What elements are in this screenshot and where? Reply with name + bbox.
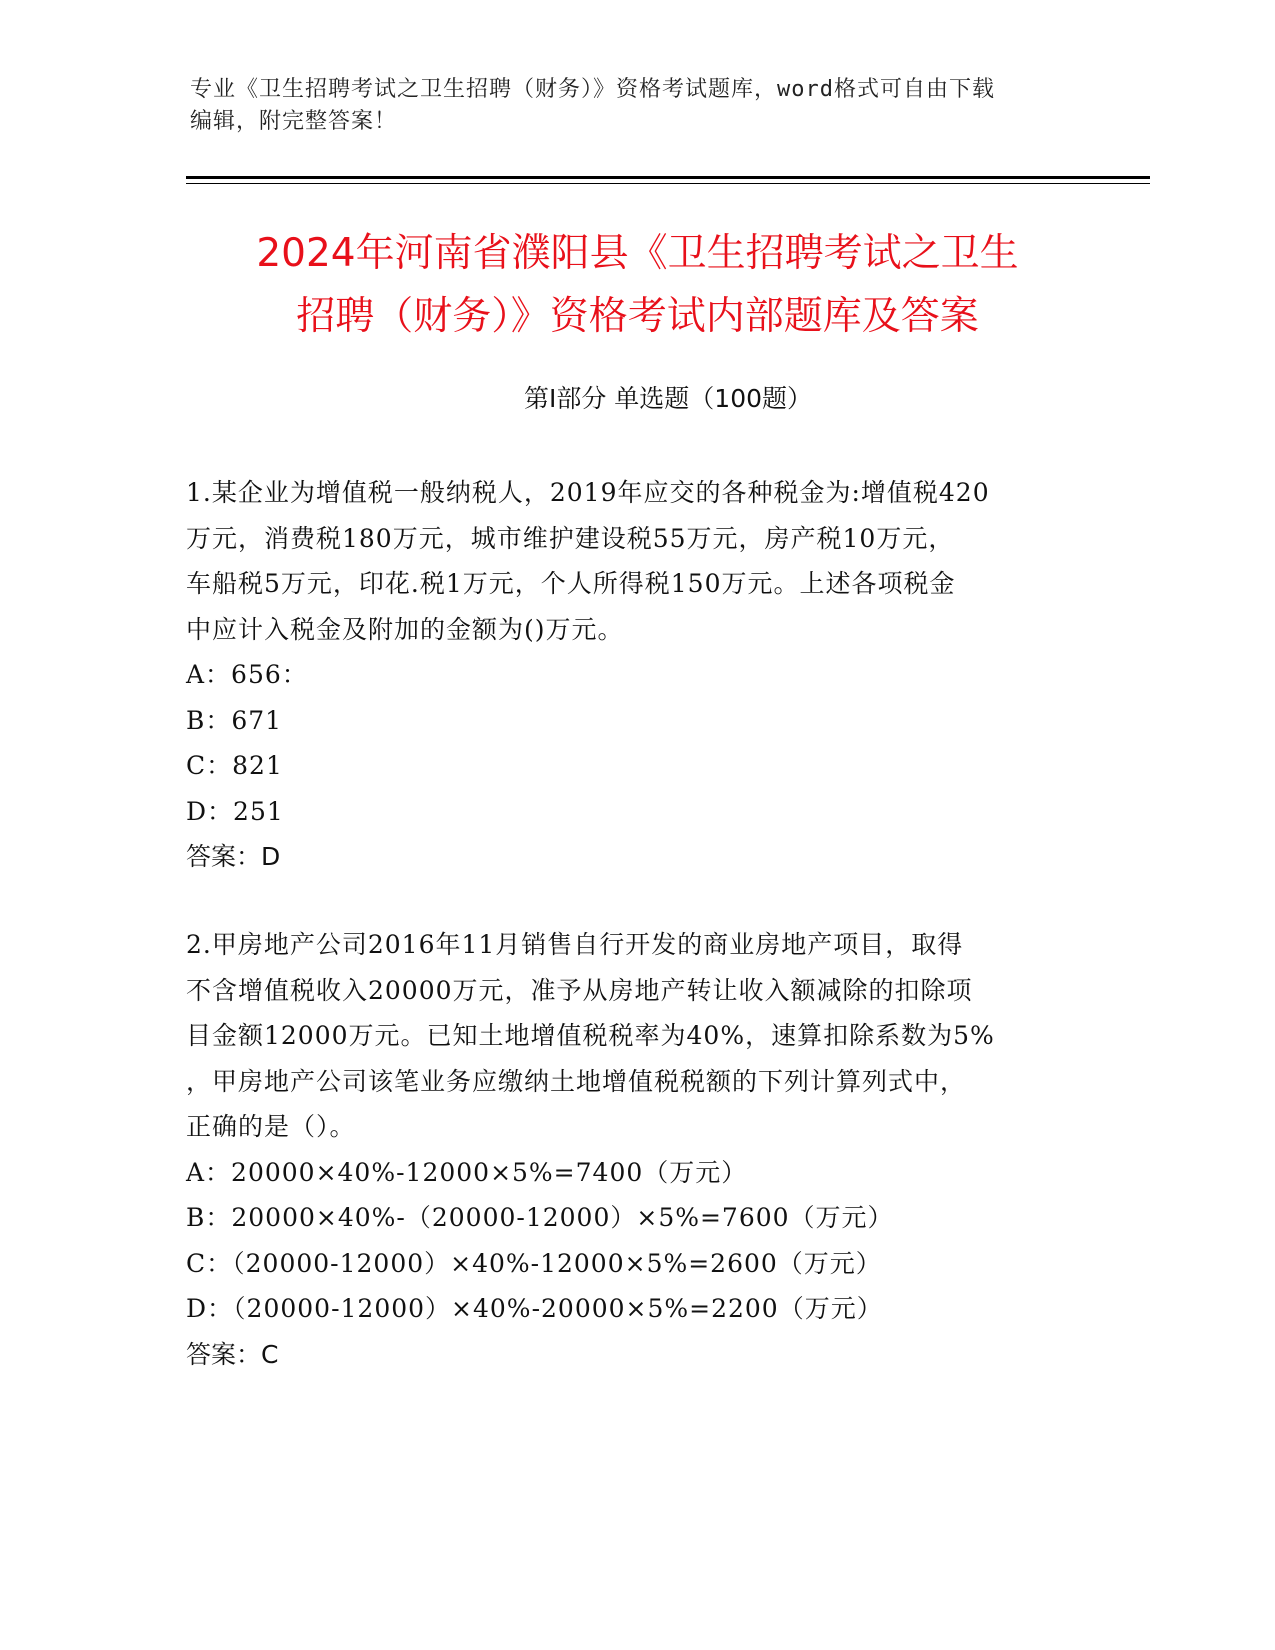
question-1 (186, 470, 1086, 880)
question-stem-line: 车船税5万元，印花.税1万元，个人所得税150万元。上述各项税金 (186, 569, 956, 598)
header-note-line: 专业《卫生招聘考试之卫生招聘（财务）》资格考试题库，word格式可自由下载 (190, 77, 995, 102)
document-title-line: 招聘（财务）》资格考试内部题库及答案 (296, 294, 979, 339)
question-stem-line: 中应计入税金及附加的金额为()万元。 (186, 614, 624, 644)
option-a: A：656： (186, 660, 308, 689)
question-stem-line: 正确的是（）。 (186, 1112, 356, 1141)
option-b: B：20000×40%-（20000-12000）×5%=7600（万元） (186, 1203, 894, 1232)
header-note-line: 编辑，附完整答案！ (190, 109, 398, 134)
question-2 (186, 922, 1086, 1377)
option-c: C：（20000-12000）×40%-12000×5%=2600（万元） (186, 1248, 882, 1278)
question-stem (186, 922, 1086, 1150)
section-title: 第Ⅰ部分 单选题（100题） (523, 384, 813, 413)
question-stem-line: 万元，消费税180万元，城市维护建设税55万元，房产税10万元， (186, 523, 955, 553)
answer: 答案：D (186, 842, 281, 871)
option-d: D：251 (186, 796, 284, 826)
answer: 答案：C (186, 1339, 279, 1369)
header-divider-thick (186, 176, 1150, 179)
document-title-line: 2024年河南省濮阳县《卫生招聘考试之卫生 (256, 231, 1019, 276)
question-stem-line: ，甲房地产公司该笔业务应缴纳土地增值税税额的下列计算列式中， (186, 1066, 967, 1096)
question-stem-line: 1.某企业为增值税一般纳税人，2019年应交的各种税金为:增值税420 (186, 478, 990, 507)
document-title (150, 222, 1125, 348)
option-c: C：821 (186, 751, 283, 780)
header-divider-thin (186, 183, 1150, 184)
question-stem (186, 470, 1086, 652)
question-stem-line: 目金额12000万元。已知土地增值税税率为40%，速算扣除系数为5% (186, 1021, 995, 1050)
question-stem-line: 不含增值税收入20000万元，准予从房地产转让收入额减除的扣除项 (186, 975, 973, 1005)
question-stem-line: 2.甲房地产公司2016年11月销售自行开发的商业房地产项目，取得 (186, 930, 964, 959)
header-note (190, 74, 1070, 138)
option-b: B：671 (186, 705, 283, 735)
option-a: A：20000×40%-12000×5%=7400（万元） (186, 1157, 748, 1187)
option-d: D：（20000-12000）×40%-20000×5%=2200（万元） (186, 1294, 883, 1323)
